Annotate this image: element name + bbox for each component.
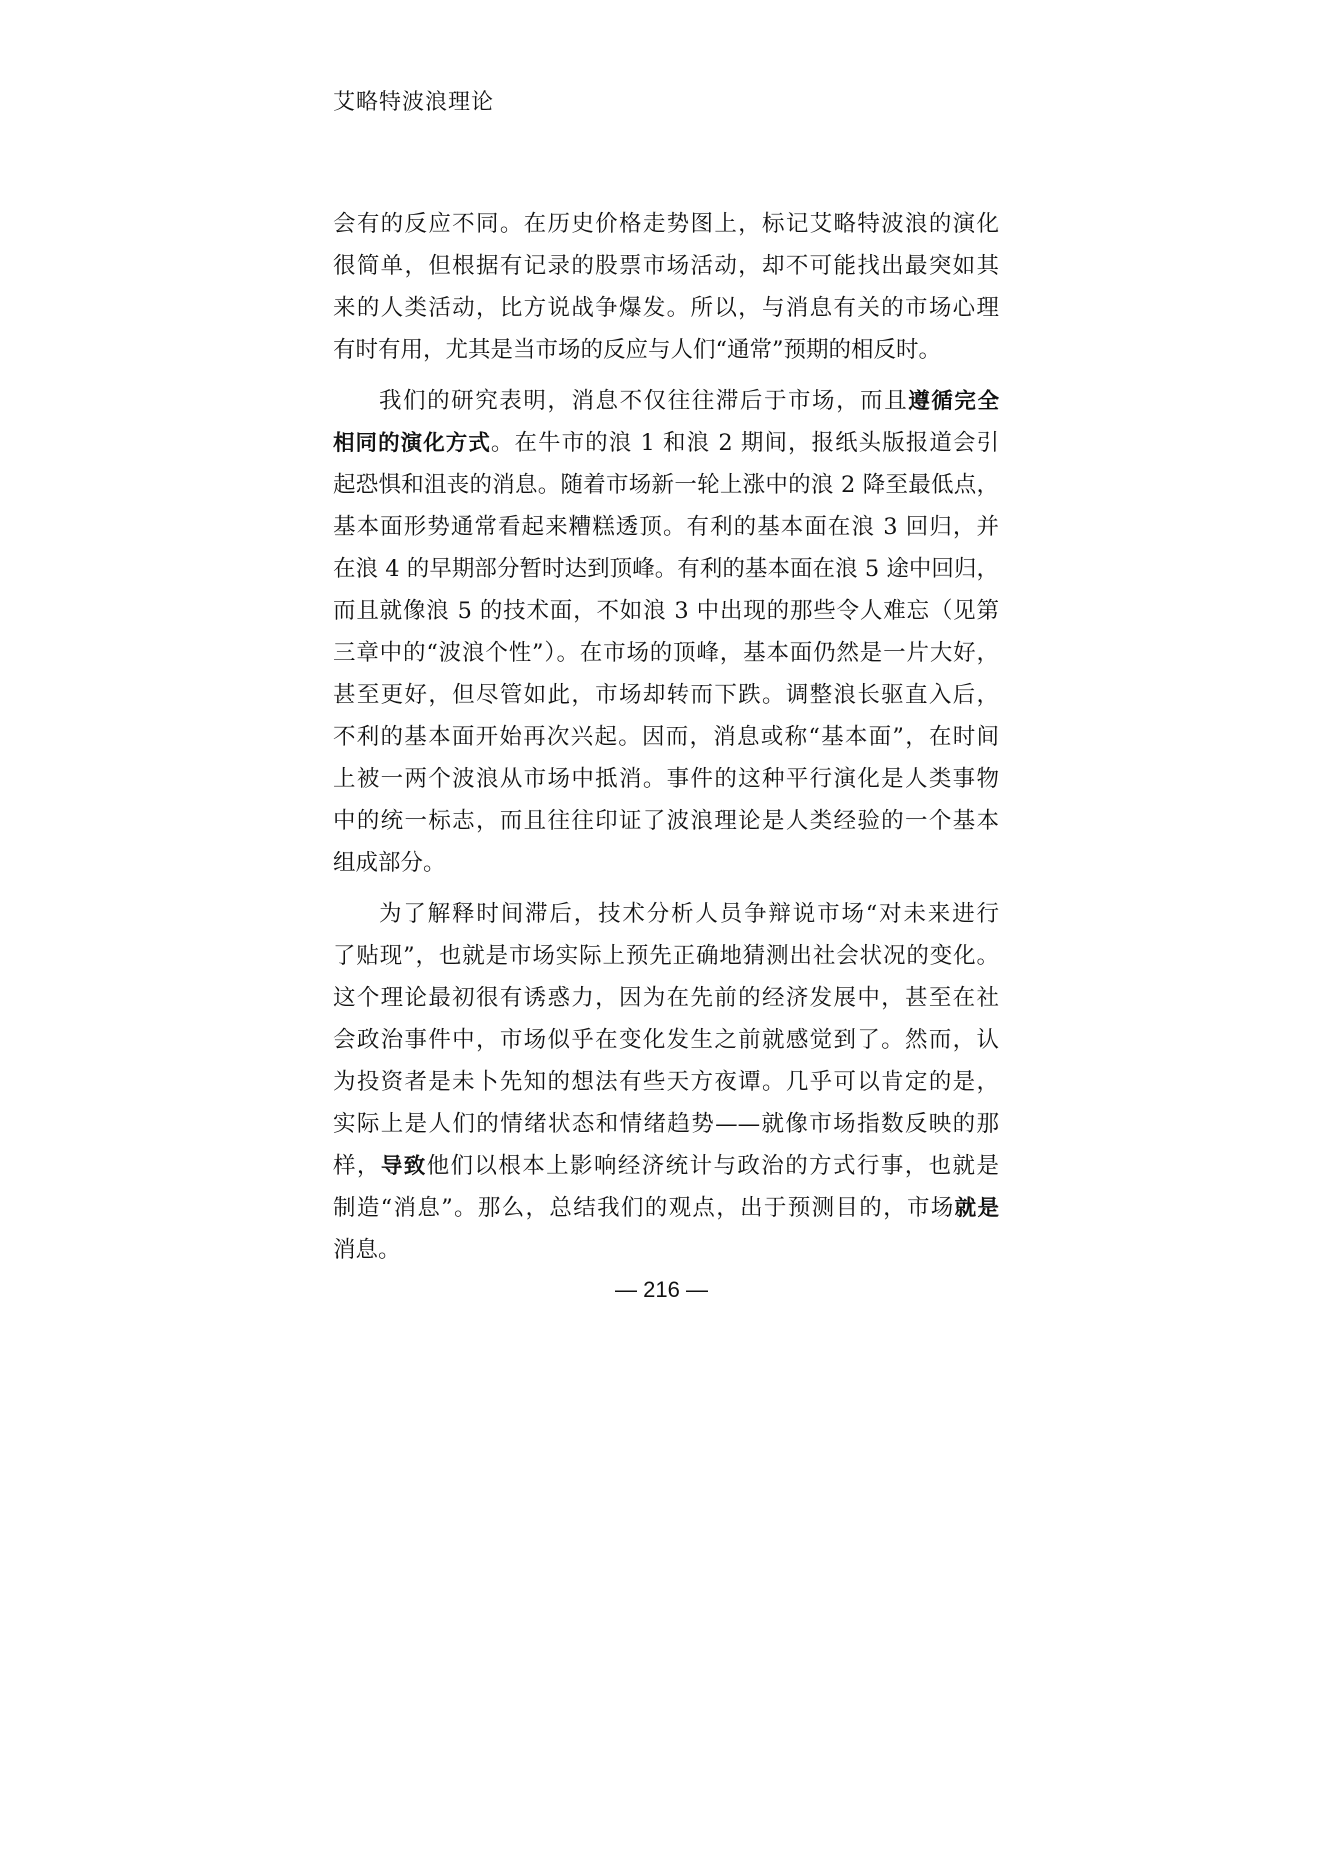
text-line — [333, 422, 999, 464]
text-line — [333, 380, 999, 422]
body-text — [333, 203, 999, 1271]
text-line: 组成部分。 — [333, 850, 446, 876]
text-run: 样， — [333, 1153, 381, 1179]
text-line: 会政治事件中，市场似乎在变化发生之前就感觉到了。然而，认 — [333, 1027, 999, 1053]
paragraph-1 — [333, 203, 999, 371]
paragraph-gap — [333, 371, 999, 380]
text-line: 消息。 — [333, 1237, 401, 1263]
emphasis-text: 遵循完全 — [908, 389, 999, 414]
text-run: 制造“消息”。那么，总结我们的观点，出于预测目的，市场 — [333, 1195, 955, 1221]
text-line: 甚至更好，但尽管如此，市场却转而下跌。调整浪长驱直入后， — [333, 682, 999, 708]
text-line: 为了解释时间滞后，技术分析人员争辩说市场“对未来进行 — [379, 901, 999, 927]
text-line: 三章中的“波浪个性”）。在市场的顶峰，基本面仍然是一片大好， — [333, 640, 999, 666]
text-line: 实际上是人们的情绪状态和情绪趋势——就像市场指数反映的那 — [333, 1111, 999, 1137]
paragraph-gap — [333, 884, 999, 893]
text-line: 为投资者是未卜先知的想法有些天方夜谭。几乎可以肯定的是， — [333, 1069, 999, 1095]
text-run: 。在牛市的浪 1 和浪 2 期间，报纸头版报道会引 — [490, 430, 999, 456]
text-line: 来的人类活动，比方说战争爆发。所以，与消息有关的市场心理 — [333, 295, 999, 321]
text-line: 上被一两个波浪从市场中抵消。事件的这种平行演化是人类事物 — [333, 766, 999, 792]
text-line: 这个理论最初很有诱惑力，因为在先前的经济发展中，甚至在社 — [333, 985, 999, 1011]
running-header-title: 艾略特波浪理论 — [333, 90, 495, 115]
text-line: 了贴现”，也就是市场实际上预先正确地猜测出社会状况的变化。 — [333, 943, 999, 969]
emphasis-text: 相同的演化方式 — [333, 431, 491, 456]
text-line: 很简单，但根据有记录的股票市场活动，却不可能找出最突如其 — [333, 253, 999, 279]
text-line: 基本面形势通常看起来糟糕透顶。有利的基本面在浪 3 回归，并 — [333, 514, 999, 540]
text-line: 而且就像浪 5 的技术面，不如浪 3 中出现的那些令人难忘（见第 — [333, 598, 999, 624]
text-run: 他们以根本上影响经济统计与政治的方式行事，也就是 — [426, 1153, 999, 1179]
text-line: 会有的反应不同。在历史价格走势图上，标记艾略特波浪的演化 — [333, 211, 999, 237]
text-line — [333, 1145, 999, 1187]
paragraph-2 — [333, 380, 999, 884]
text-line: 不利的基本面开始再次兴起。因而，消息或称“基本面”，在时间 — [333, 724, 999, 750]
text-line: 有时有用，尤其是当市场的反应与人们“通常”预期的相反时。 — [333, 337, 942, 363]
paragraph-3 — [333, 893, 999, 1271]
text-run: 我们的研究表明，消息不仅往往滞后于市场，而且 — [379, 388, 909, 414]
text-line: 中的统一标志，而且往往印证了波浪理论是人类经验的一个基本 — [333, 808, 999, 834]
page-number: — 216 — — [615, 1277, 708, 1302]
text-line: 起恐惧和沮丧的消息。随着市场新一轮上涨中的浪 2 降至最低点， — [333, 472, 999, 498]
emphasis-text: 导致 — [380, 1154, 427, 1179]
text-line — [333, 1187, 999, 1229]
emphasis-text: 就是 — [954, 1196, 999, 1221]
text-line: 在浪 4 的早期部分暂时达到顶峰。有利的基本面在浪 5 途中回归， — [333, 556, 999, 582]
